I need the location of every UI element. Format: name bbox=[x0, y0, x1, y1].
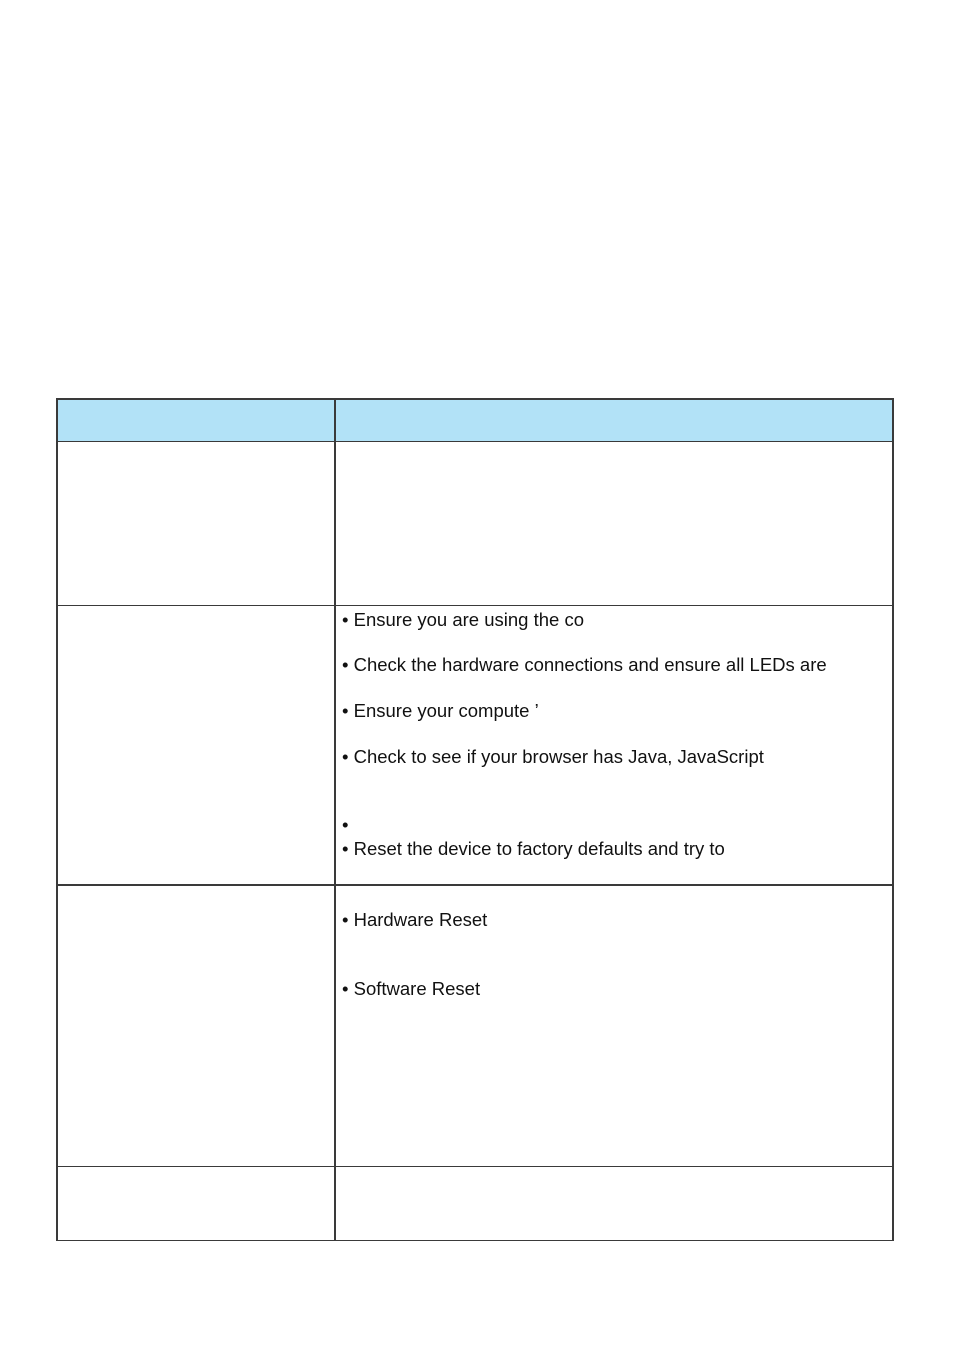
table-row bbox=[58, 442, 892, 606]
solution-bullet: • Hardware Reset bbox=[342, 909, 488, 930]
solution-cell bbox=[336, 442, 892, 605]
header-cell-solution bbox=[336, 400, 892, 441]
problem-cell bbox=[58, 886, 334, 1166]
solution-bullet: • Reset the device to factory defaults and try to bbox=[342, 838, 725, 859]
table-header-row bbox=[58, 398, 892, 442]
solution-bullet: • Ensure you are using the co bbox=[342, 609, 584, 630]
solution-bullet: • Check to see if your browser has Java, JavaScript bbox=[342, 746, 764, 767]
problem-cell bbox=[58, 606, 334, 884]
table-row bbox=[58, 606, 892, 886]
header-cell-problem bbox=[58, 400, 334, 441]
solution-cell bbox=[336, 886, 892, 1166]
solution-cell bbox=[336, 1167, 892, 1240]
solution-bullet: • Software Reset bbox=[342, 978, 481, 999]
column-divider bbox=[334, 398, 336, 1241]
table-row bbox=[58, 1167, 892, 1241]
solution-cell bbox=[336, 606, 892, 884]
solution-bullet: • Check the hardware connections and ensure all LEDs are bbox=[342, 654, 827, 675]
table-row bbox=[58, 886, 892, 1167]
problem-cell bbox=[58, 442, 334, 605]
solution-bullet: • Ensure your compute ’ bbox=[342, 700, 539, 721]
solution-bullet: • bbox=[342, 814, 349, 835]
problem-cell bbox=[58, 1167, 334, 1240]
troubleshooting-table bbox=[56, 398, 894, 1241]
